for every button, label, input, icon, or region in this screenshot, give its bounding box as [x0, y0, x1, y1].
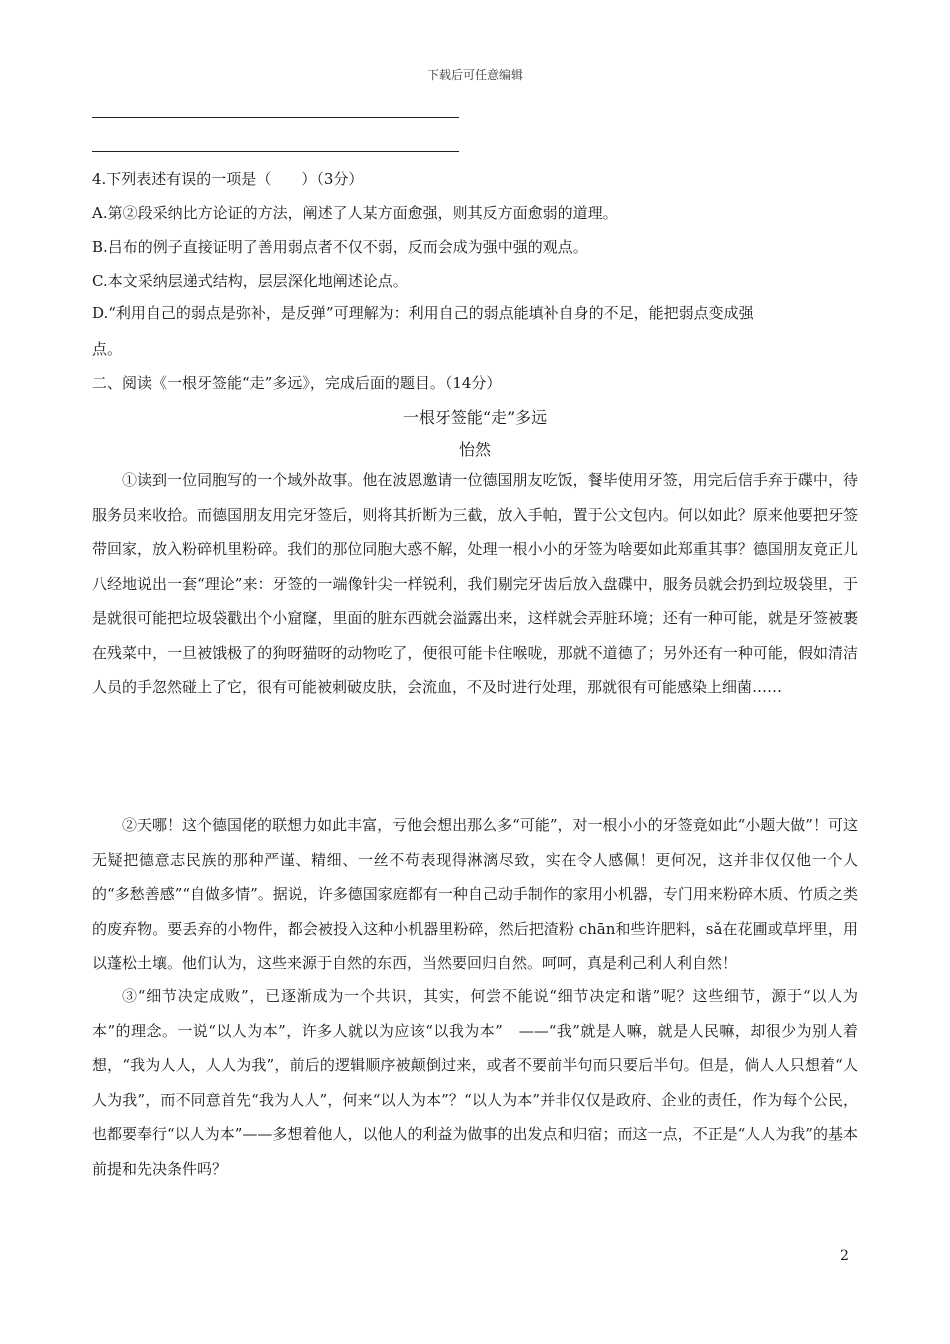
answer-line [92, 117, 459, 118]
question-4-stem: 4.下列表述有误的一项是（ ）（3分） [92, 170, 364, 188]
article-author: 怡然 [458, 440, 491, 459]
question-4-option-d-continued: 点。 [92, 340, 123, 358]
article-paragraph-3: ③“细节决定成败”，已逐渐成为一个共识，其实，何尝不能说“细节决定和谐”呢？这些细节，源于“以人为本”的理念。一说“以人为本”，许多人就以为应该“以我为本” ——“我”就是人嘛，就是人民嘛，却很少为别人着想，“我为人人，人人为我”，前后的逻辑顺序被颠倒过来，或者不要前半句而只要后半句。但是，倘人人只想着“人人为我”，而不同意首先“我为人人”，何来“以人为本”？“以人为本”并非仅仅是政府、企业的责任，作为每个公民，也都要奉行“以人为本”——多想着他人，以他人的利益为做事的出发点和归宿；而这一点，不正是“人人为我”的基本前提和先决条件吗？ [92, 987, 858, 1178]
article-title: 一根牙签能“走”多远 [402, 408, 548, 427]
answer-line [92, 151, 459, 152]
page-header: 下载后可任意编辑 [426, 68, 523, 82]
question-4-option-d: D.“利用自己的弱点是弥补，是反弹”可理解为：利用自己的弱点能填补自身的不足，能把弱点变成强 [92, 304, 754, 322]
section-2-heading: 二、阅读《一根牙签能“走”多远》，完成后面的题目。（14分） [92, 374, 502, 392]
article-paragraph-1: ①读到一位同胞写的一个域外故事。他在波恩邀请一位德国朋友吃饭，餐毕使用牙签，用完后信手弃于碟中，待服务员来收拾。而德国朋友用完牙签后，则将其折断为三截，放入手帕，置于公文包内。何以如此？原来他要把牙签带回家，放入粉碎机里粉碎。我们的那位同胞大惑不解，处理一根小小的牙签为啥要如此郑重其事？德国朋友竟正儿八经地说出一套“理论”来：牙签的一端像针尖一样锐利，我们剔完牙齿后放入盘碟中，服务员就会扔到垃圾袋里，于是就很可能把垃圾袋戳出个小窟窿，里面的脏东西就会溢露出来，这样就会弄脏环境；还有一种可能，就是牙签被裹在残菜中，一旦被饿极了的狗呀猫呀的动物吃了，便很可能卡住喉咙，那就不道德了；另外还有一种可能，假如清洁人员的手忽然碰上了它，很有可能被刺破皮肤，会流血，不及时进行处理，那就很有可能感染上细菌…… [92, 471, 858, 696]
question-4-option-c: C.本文采纳层递式结构，层层深化地阐述论点。 [92, 272, 408, 290]
question-4-option-a: A.第②段采纳比方论证的方法，阐述了人某方面愈强，则其反方面愈弱的道理。 [92, 204, 618, 222]
page-number: 2 [840, 1248, 849, 1264]
article-paragraph-2: ②天哪！这个德国佬的联想力如此丰富，亏他会想出那么多“可能”，对一根小小的牙签竟如此“小题大做”！可这无疑把德意志民族的那种严谨、精细、一丝不苟表现得淋漓尽致，实在令人感佩！更何况，这并非仅仅他一个人的“多愁善感”“自做多情”。据说，许多德国家庭都有一种自己动手制作的家用小机器，专门用来粉碎木质、竹质之类的废弃物。要丢弃的小物件，都会被投入这种小机器里粉碎，然后把渣粉 chān和些许肥料，sǎ在花圃或草坪里，用以蓬松土壤。他们认为，这些来源于自然的东西，当然要回归自然。呵呵，真是利己利人利自然！ [92, 816, 858, 972]
question-4-option-b: B.吕布的例子直接证明了善用弱点者不仅不弱，反而会成为强中强的观点。 [92, 238, 588, 256]
